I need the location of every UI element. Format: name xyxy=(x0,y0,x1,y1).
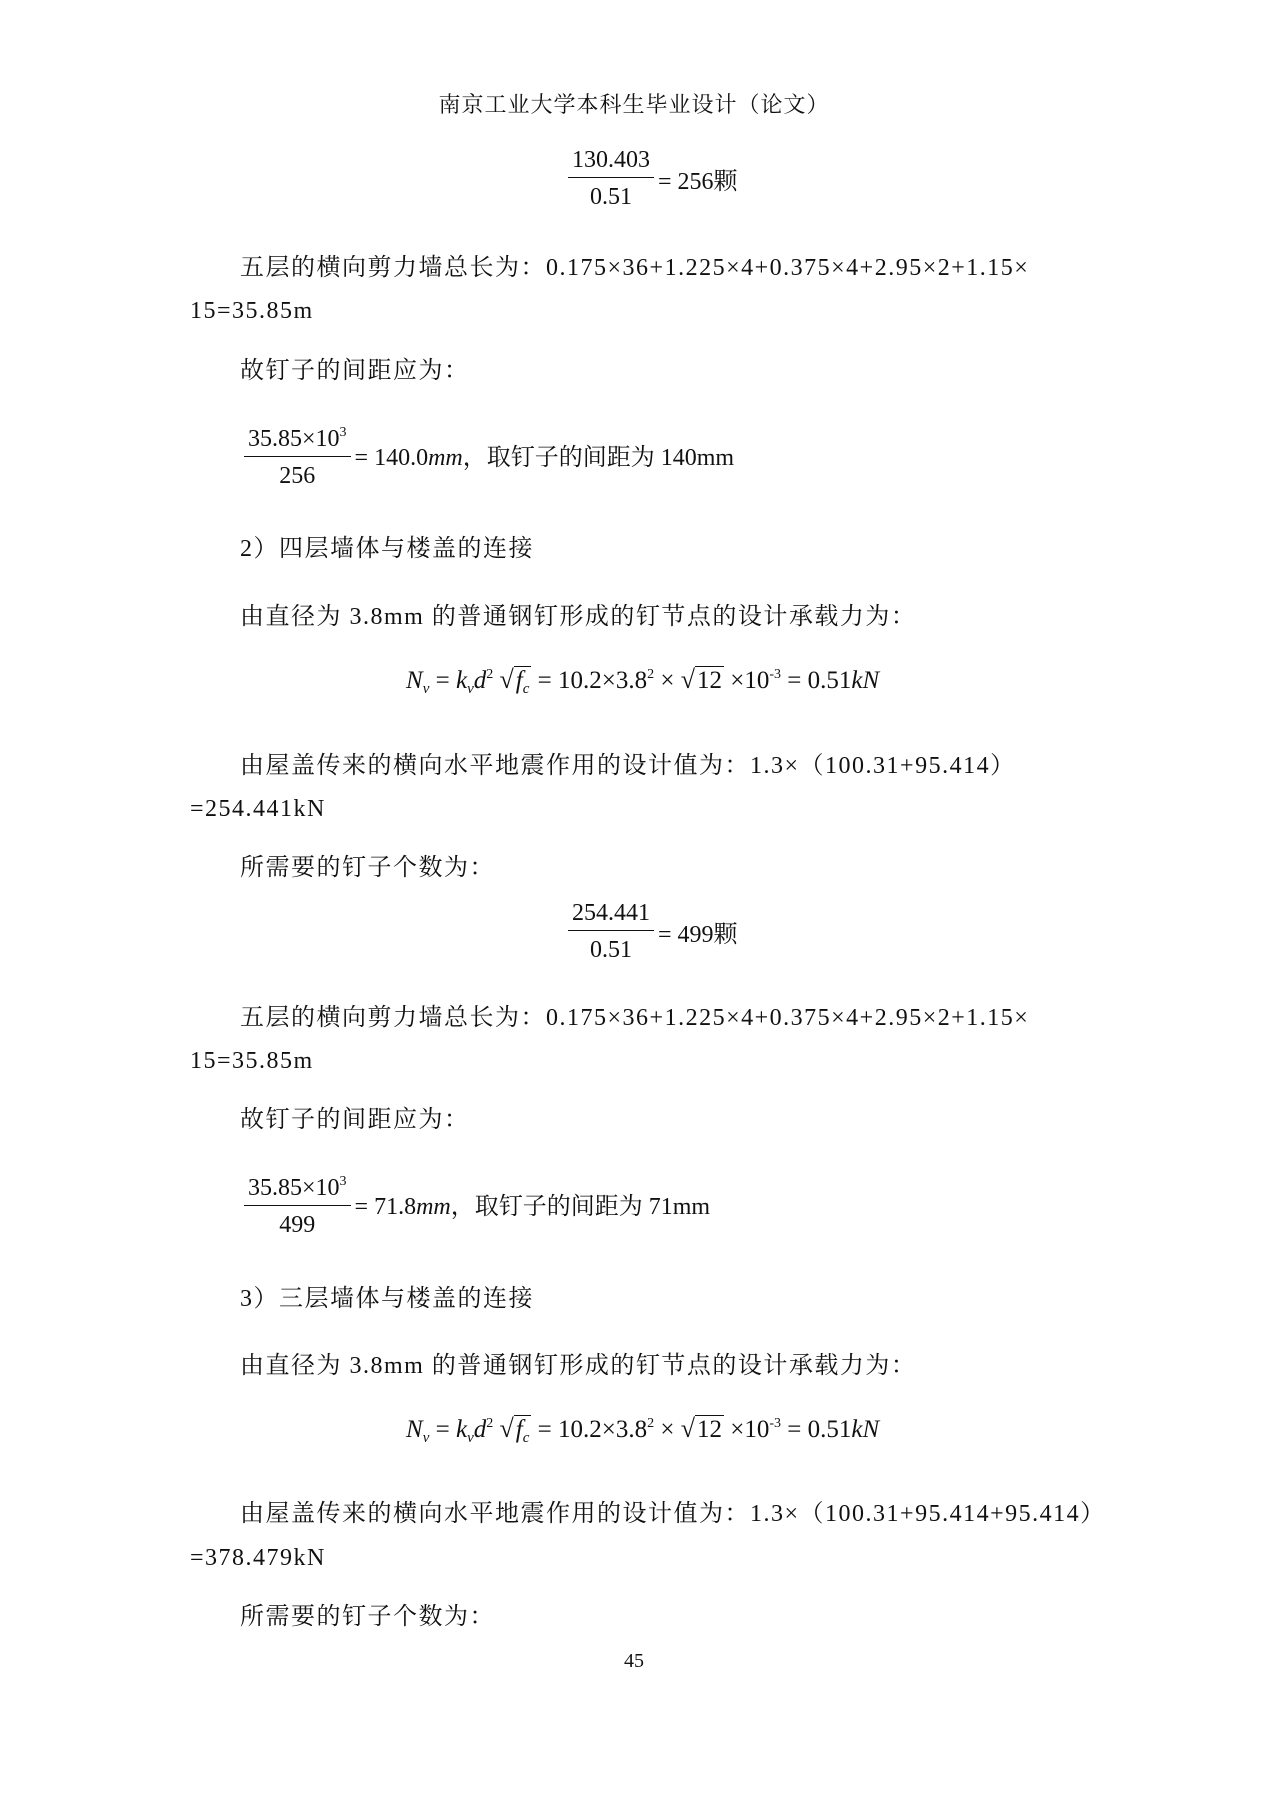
equals-sign: = xyxy=(429,1416,456,1443)
formula-value: ×10 xyxy=(724,1416,770,1443)
times-sign: × xyxy=(654,1416,681,1443)
exponent: 2 xyxy=(647,1416,655,1431)
radicand xyxy=(514,1415,532,1447)
wall-length-line-1: 五层的横向剪力墙总长为：0.175×36+1.225×4+0.375×4+2.95×2+1.15× xyxy=(240,255,1030,281)
fraction-numerator: 254.441 xyxy=(568,898,654,931)
spacing-unit: mm xyxy=(428,445,463,471)
exponent: -3 xyxy=(769,667,782,682)
symbol-d: d xyxy=(473,667,487,694)
symbol-N: N xyxy=(406,667,423,694)
symbol-N: N xyxy=(406,1416,423,1443)
sqrt-icon: √ xyxy=(680,665,695,694)
subscript-v: v xyxy=(467,1430,474,1446)
spacing-value: = 71.8 xyxy=(354,1194,417,1220)
equals-sign: = xyxy=(429,667,456,694)
subscript-v: v xyxy=(422,1430,430,1446)
page-number: 45 xyxy=(624,1650,644,1672)
symbol-k: k xyxy=(455,667,468,694)
section-heading-2: 2）四层墙体与楼盖的连接 xyxy=(240,536,534,562)
exponent: 3 xyxy=(339,425,347,440)
subscript-c: c xyxy=(522,1430,530,1446)
nail-count-formula-1 xyxy=(568,145,738,212)
seismic-line-1: 由屋盖传来的横向水平地震作用的设计值为：1.3×（100.31+95.414） xyxy=(240,753,1016,779)
symbol-k: k xyxy=(455,1416,468,1443)
nails-intro-3: 所需要的钉子个数为： xyxy=(240,1604,495,1630)
exponent: 2 xyxy=(647,667,655,682)
capacity-formula-2 xyxy=(406,665,879,698)
wall-length-line-2: 15=35.85m xyxy=(190,298,314,324)
spacing-conclusion: ，取钉子的间距为 140mm xyxy=(462,445,735,471)
fraction-numerator: 130.403 xyxy=(568,145,654,178)
symbol-f: f xyxy=(515,667,523,694)
spacing-formula-1 xyxy=(244,418,734,491)
seismic-line-3a: 由屋盖传来的横向水平地震作用的设计值为：1.3×（100.31+95.414+95.414） xyxy=(240,1501,1106,1527)
fraction-denominator: 256 xyxy=(279,463,316,489)
times-sign: × xyxy=(654,667,681,694)
exponent: 2 xyxy=(486,667,494,682)
seismic-line-2: =254.441kN xyxy=(190,796,326,822)
wall-length-line-1b: 五层的横向剪力墙总长为：0.175×36+1.225×4+0.375×4+2.95×2+1.15× xyxy=(240,1005,1030,1031)
symbol-d: d xyxy=(473,1416,487,1443)
fraction-numerator: 35.85×10 xyxy=(248,426,340,452)
subscript-c: c xyxy=(522,681,530,697)
wall-length-line-2b: 15=35.85m xyxy=(190,1048,314,1074)
fraction-result: = 499颗 xyxy=(658,922,738,948)
fraction-denominator: 499 xyxy=(279,1212,316,1238)
formula-value: ×10 xyxy=(724,667,770,694)
exponent: -3 xyxy=(769,1416,782,1431)
fraction-denominator: 0.51 xyxy=(590,184,632,210)
section-heading-3: 3）三层墙体与楼盖的连接 xyxy=(240,1286,534,1312)
sqrt-icon: √ xyxy=(499,665,514,694)
capacity-intro-2: 由直径为 3.8mm 的普通钢钉形成的钉节点的设计承载力为： xyxy=(240,604,917,630)
spacing-conclusion: ，取钉子的间距为 71mm xyxy=(450,1194,711,1220)
formula-value: = 10.2×3.8 xyxy=(531,1416,648,1443)
exponent: 2 xyxy=(486,1416,494,1431)
unit-kN: kN xyxy=(851,1416,880,1443)
seismic-line-3b: =378.479kN xyxy=(190,1545,326,1571)
fraction-result: = 256颗 xyxy=(658,169,738,195)
radicand: 12 xyxy=(697,667,722,694)
subscript-v: v xyxy=(422,681,430,697)
fraction-numerator: 35.85×10 xyxy=(248,1175,340,1201)
nails-intro-2: 所需要的钉子个数为： xyxy=(240,855,495,881)
spacing-intro-2: 故钉子的间距应为： xyxy=(240,1107,470,1133)
symbol-f: f xyxy=(515,1416,523,1443)
capacity-intro-3: 由直径为 3.8mm 的普通钢钉形成的钉节点的设计承载力为： xyxy=(240,1353,917,1379)
exponent: 3 xyxy=(339,1174,347,1189)
sqrt-icon: √ xyxy=(499,1414,514,1443)
sqrt-icon: √ xyxy=(680,1414,695,1443)
page-header: 南京工业大学本科生毕业设计（论文） xyxy=(438,92,830,117)
unit-kN: kN xyxy=(851,667,880,694)
fraction-denominator: 0.51 xyxy=(590,937,632,963)
spacing-value: = 140.0 xyxy=(354,445,429,471)
nail-count-formula-2 xyxy=(568,898,738,965)
radicand: 12 xyxy=(697,1416,722,1443)
capacity-formula-3 xyxy=(406,1414,879,1447)
spacing-intro: 故钉子的间距应为： xyxy=(240,358,470,384)
formula-value: = 10.2×3.8 xyxy=(531,667,648,694)
spacing-unit: mm xyxy=(416,1194,451,1220)
radicand xyxy=(514,666,532,698)
spacing-formula-2 xyxy=(244,1167,710,1240)
subscript-v: v xyxy=(467,681,474,697)
formula-result: = 0.51 xyxy=(781,667,852,694)
formula-result: = 0.51 xyxy=(781,1416,852,1443)
